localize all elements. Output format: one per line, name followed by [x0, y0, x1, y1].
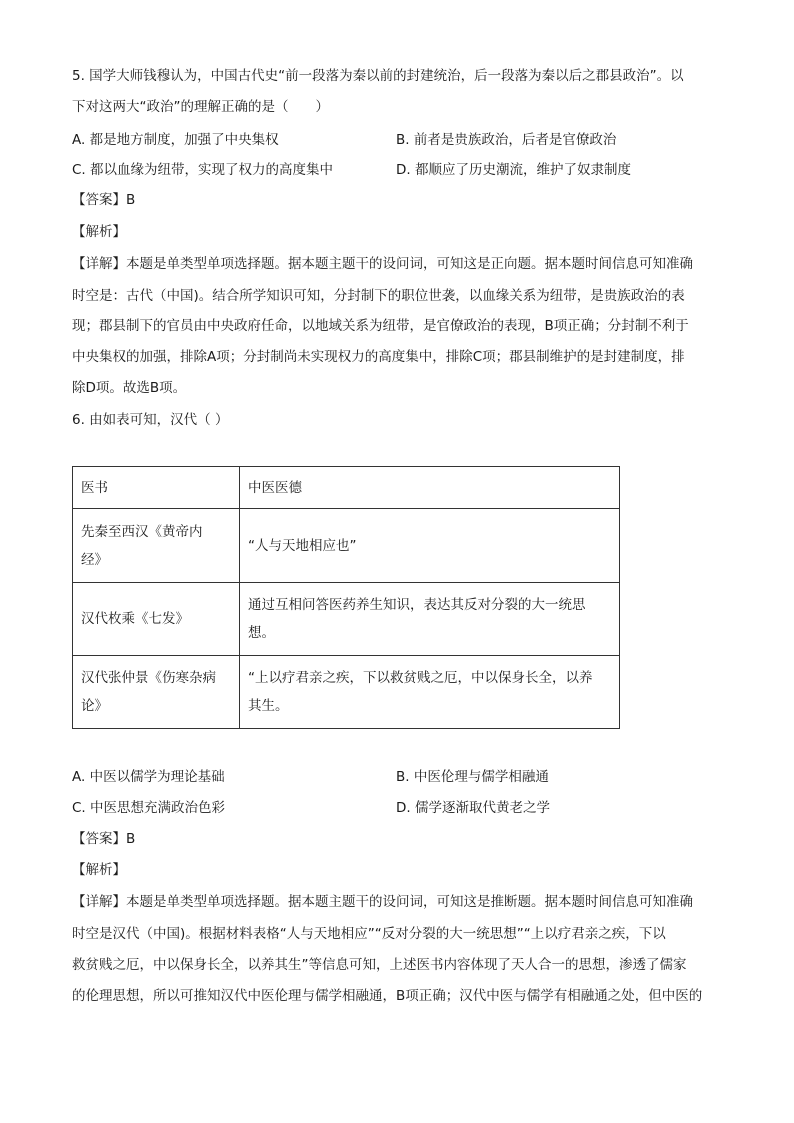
- cell-line: “上以疗君亲之疾，下以救贫贱之厄，中以保身长全，以养: [248, 670, 593, 686]
- cell-line: 其生。: [248, 698, 289, 714]
- q5-detail-line: 除D项。故选B项。: [72, 380, 187, 396]
- table-row: [73, 583, 620, 656]
- q5-option-a: A. 都是地方制度，加强了中央集权: [72, 132, 279, 148]
- table-cell-book: [73, 656, 240, 729]
- table-header-row: [73, 467, 620, 509]
- cell-line: 通过互相问答医药养生知识，表达其反对分裂的大一统思: [248, 597, 586, 613]
- medical-ethics-table: [72, 466, 620, 729]
- q5-stem-line1: 5. 国学大师钱穆认为，中国古代史“前一段落为秦以前的封建统治，后一段落为秦以后之郡县政治”。以: [72, 68, 684, 84]
- table-cell-ethic: [240, 583, 620, 656]
- q5-stem-line2: 下对这两大“政治”的理解正确的是（ ）: [72, 99, 329, 115]
- table-cell-book: [73, 583, 240, 656]
- table-cell-ethic: [240, 509, 620, 583]
- q6-option-c: C. 中医思想充满政治色彩: [72, 800, 226, 816]
- cell-line: 汉代枚乘《七发》: [81, 611, 189, 627]
- table-row: [73, 656, 620, 729]
- q5-option-c: C. 都以血缘为纽带，实现了权力的高度集中: [72, 162, 334, 178]
- cell-line: 汉代张仲景《伤寒杂病: [81, 670, 216, 686]
- q6-option-d: D. 儒学逐渐取代黄老之学: [396, 800, 550, 816]
- q5-detail-line: 现；郡县制下的官员由中央政府任命，以地域关系为纽带，是官僚政治的表现，B项正确；分封制不利于: [72, 318, 689, 334]
- q5-option-b: B. 前者是贵族政治，后者是官僚政治: [396, 132, 617, 148]
- q6-analysis-label: 【解析】: [72, 862, 126, 878]
- q6-answer: 【答案】B: [72, 831, 136, 847]
- table-header-cell: 中医医德: [240, 467, 620, 509]
- cell-line: 论》: [81, 698, 108, 714]
- table-row: [73, 509, 620, 583]
- q5-detail-line: 时空是：古代（中国)。结合所学知识可知，分封制下的职位世袭，以血缘关系为纽带，是贵族政治的表: [72, 288, 685, 304]
- q6-detail-line: 的伦理思想，所以可推知汉代中医伦理与儒学相融通，B项正确；汉代中医与儒学有相融通之处，但中医的: [72, 988, 703, 1004]
- table-cell-ethic: [240, 656, 620, 729]
- q6-detail-line: 时空是汉代（中国)。根据材料表格“人与天地相应”“反对分裂的大一统思想”“上以疗君亲之疾，下以: [72, 926, 666, 942]
- q6-detail-line: 【详解】本题是单类型单项选择题。据本题主题干的设问词，可知这是推断题。据本题时间信息可知准确: [72, 894, 693, 910]
- cell-line: 先秦至西汉《黄帝内: [81, 523, 203, 540]
- cell-line: 想。: [248, 625, 275, 641]
- cell-line: “人与天地相应也”: [248, 537, 357, 554]
- table-header-cell: 医书: [73, 467, 240, 509]
- q5-answer: 【答案】B: [72, 192, 136, 208]
- q5-detail-line: 【详解】本题是单类型单项选择题。据本题主题干的设问词，可知这是正向题。据本题时间信息可知准确: [72, 256, 693, 272]
- q6-option-a: A. 中医以儒学为理论基础: [72, 769, 225, 785]
- table-cell-book: [73, 509, 240, 583]
- q6-option-b: B. 中医伦理与儒学相融通: [396, 769, 549, 785]
- q6-detail-line: 救贫贱之厄，中以保身长全，以养其生”等信息可知，上述医书内容体现了天人合一的思想，渗透了儒家: [72, 957, 687, 973]
- q5-analysis-label: 【解析】: [72, 224, 126, 240]
- q6-stem: 6. 由如表可知，汉代（ ）: [72, 412, 229, 428]
- q5-option-d: D. 都顺应了历史潮流，维护了奴隶制度: [396, 162, 631, 178]
- cell-line: 经》: [81, 551, 108, 568]
- q5-detail-line: 中央集权的加强，排除A项；分封制尚未实现权力的高度集中，排除C项；郡县制维护的是封建制度，排: [72, 349, 685, 365]
